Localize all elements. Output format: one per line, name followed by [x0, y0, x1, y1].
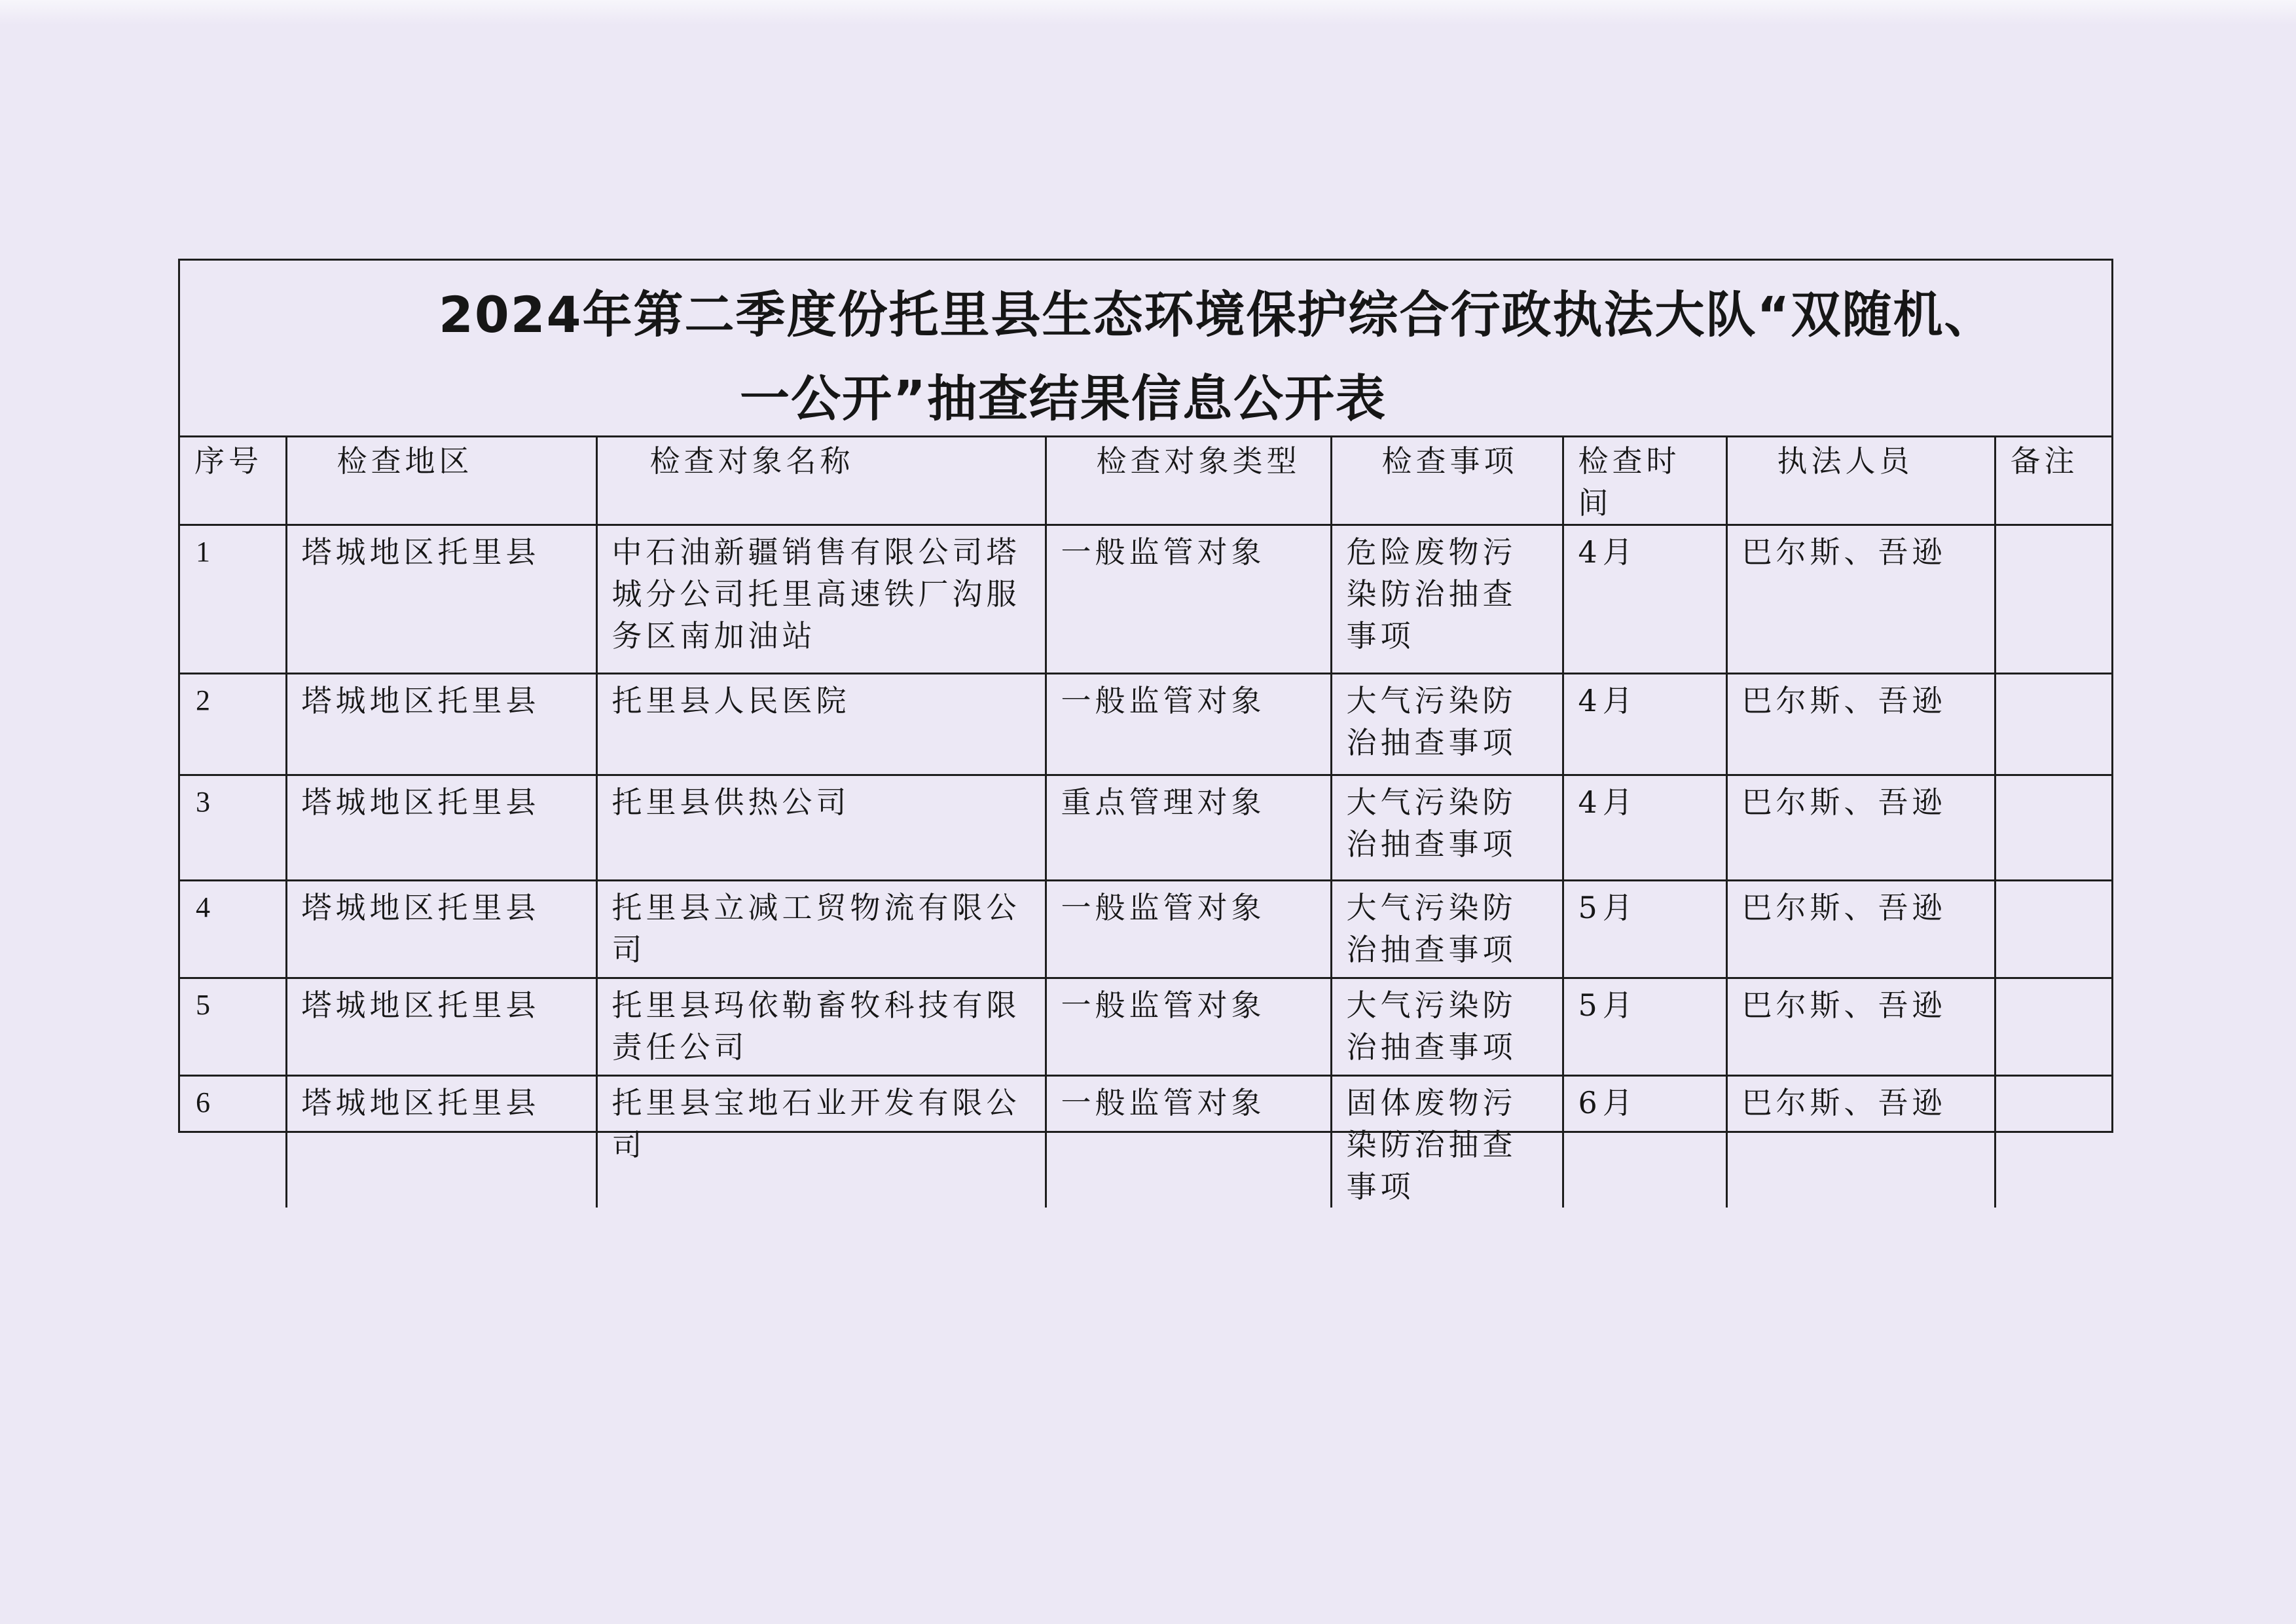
cell-index: 4	[180, 881, 286, 978]
cell-index: 6	[180, 1076, 286, 1208]
table-row	[180, 775, 2111, 881]
cell-inspection-item: 大气污染防治抽查事项	[1331, 881, 1563, 978]
cell-remarks	[1995, 1076, 2111, 1208]
header-cell-inspection-time: 检查时间	[1563, 436, 1726, 525]
cell-inspection-item: 大气污染防治抽查事项	[1331, 978, 1563, 1076]
cell-inspection-time: 4月	[1563, 525, 1726, 674]
cell-region: 塔城地区托里县	[286, 775, 596, 881]
table-header-row	[180, 436, 2111, 525]
cell-inspection-item: 固体废物污染防治抽查事项	[1331, 1076, 1563, 1208]
cell-region: 塔城地区托里县	[286, 525, 596, 674]
cell-object-name: 托里县玛依勒畜牧科技有限责任公司	[596, 978, 1046, 1076]
cell-remarks	[1995, 881, 2111, 978]
cell-object-type: 一般监管对象	[1046, 881, 1331, 978]
cell-remarks	[1995, 775, 2111, 881]
cell-remarks	[1995, 525, 2111, 674]
cell-region: 塔城地区托里县	[286, 978, 596, 1076]
cell-object-type: 一般监管对象	[1046, 674, 1331, 775]
table-row	[180, 1076, 2111, 1208]
cell-inspection-item: 危险废物污染防治抽查事项	[1331, 525, 1563, 674]
cell-index: 3	[180, 775, 286, 881]
cell-object-name: 中石油新疆销售有限公司塔城分公司托里高速铁厂沟服务区南加油站	[596, 525, 1046, 674]
cell-officers: 巴尔斯、吾逊	[1726, 775, 1995, 881]
scan-edge	[0, 0, 2296, 25]
cell-officers: 巴尔斯、吾逊	[1726, 674, 1995, 775]
header-cell-remarks: 备注	[1995, 436, 2111, 525]
table-row	[180, 978, 2111, 1076]
header-cell-officers: 执法人员	[1726, 436, 1995, 525]
cell-inspection-time: 4月	[1563, 674, 1726, 775]
cell-inspection-time: 4月	[1563, 775, 1726, 881]
cell-inspection-time: 5月	[1563, 881, 1726, 978]
cell-officers: 巴尔斯、吾逊	[1726, 525, 1995, 674]
cell-officers: 巴尔斯、吾逊	[1726, 881, 1995, 978]
cell-object-name: 托里县宝地石业开发有限公司	[596, 1076, 1046, 1208]
header-cell-index: 序号	[180, 436, 286, 525]
cell-object-name: 托里县立减工贸物流有限公司	[596, 881, 1046, 978]
cell-object-name: 托里县人民医院	[596, 674, 1046, 775]
table-row	[180, 674, 2111, 775]
title-line-2: 一公开”抽查结果信息公开表	[740, 369, 1387, 428]
cell-object-type: 一般监管对象	[1046, 525, 1331, 674]
header-cell-inspection-item: 检查事项	[1331, 436, 1563, 525]
cell-index: 1	[180, 525, 286, 674]
header-cell-region: 检查地区	[286, 436, 596, 525]
cell-officers: 巴尔斯、吾逊	[1726, 1076, 1995, 1208]
cell-officers: 巴尔斯、吾逊	[1726, 978, 1995, 1076]
table-row	[180, 525, 2111, 674]
cell-object-type: 一般监管对象	[1046, 978, 1331, 1076]
cell-region: 塔城地区托里县	[286, 881, 596, 978]
cell-inspection-time: 6月	[1563, 1076, 1726, 1208]
disclosure-table-sheet	[178, 259, 2113, 1204]
results-table	[180, 436, 2111, 1208]
table-title	[180, 261, 2111, 437]
title-line-1: 2024年第二季度份托里县生态环境保护综合行政执法大队“双随机、	[439, 286, 1995, 344]
table-row	[180, 881, 2111, 978]
cell-inspection-item: 大气污染防治抽查事项	[1331, 674, 1563, 775]
cell-object-type: 重点管理对象	[1046, 775, 1331, 881]
cell-index: 2	[180, 674, 286, 775]
cell-inspection-item: 大气污染防治抽查事项	[1331, 775, 1563, 881]
cell-inspection-time: 5月	[1563, 978, 1726, 1076]
cell-index: 5	[180, 978, 286, 1076]
cell-remarks	[1995, 978, 2111, 1076]
cell-remarks	[1995, 674, 2111, 775]
cell-region: 塔城地区托里县	[286, 1076, 596, 1208]
header-cell-object-type: 检查对象类型	[1046, 436, 1331, 525]
cell-object-type: 一般监管对象	[1046, 1076, 1331, 1208]
cell-object-name: 托里县供热公司	[596, 775, 1046, 881]
header-cell-object-name: 检查对象名称	[596, 436, 1046, 525]
cell-region: 塔城地区托里县	[286, 674, 596, 775]
